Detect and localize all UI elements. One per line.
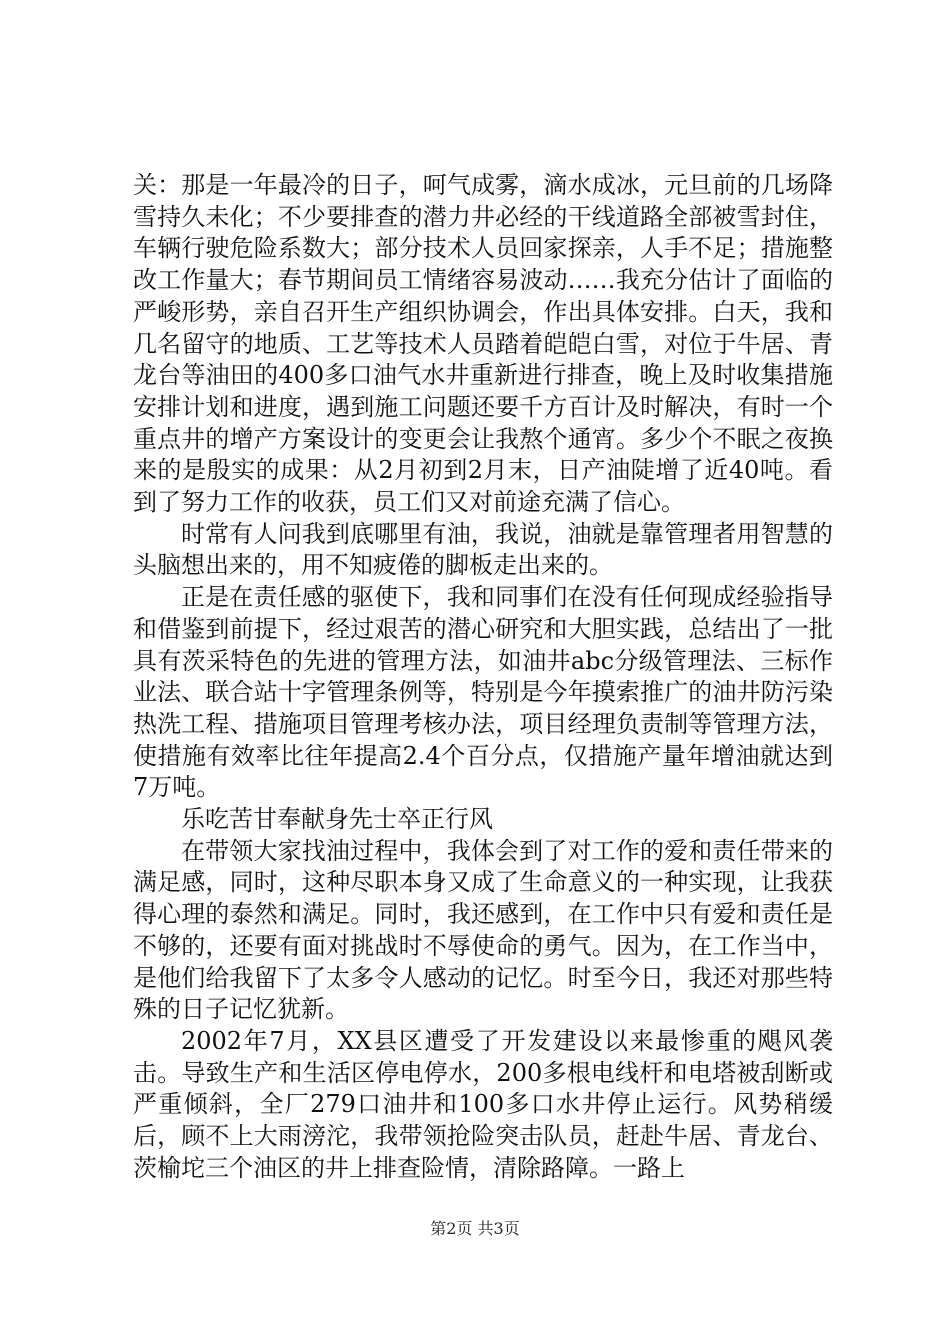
page-number-footer: 第2页 共3页 xyxy=(430,1219,520,1238)
paragraph-1: 关：那是一年最冷的日子，呵气成雾，滴水成冰，元旦前的几场降雪持久未化；不少要排查的潜力井必经的干线道路全部被雪封住，车辆行驶危险系数大；部分技术人员回家探亲，人手不足；措施整改工作量大；春节期间员工情绪容易波动……我充分估计了面临的严峻形势，亲自召开生产组织协调会，作出具体安排。白天，我和几名留守的地质、工艺等技术人员踏着皑皑白雪，对位于牛居、青龙台等油田的400多口油气水井重新进行排查，晚上及时收集措施安排计划和进度，遇到施工问题还要千方百计及时解决，有时一个重点井的增产方案设计的变更会让我熬个通宵。多少个不眠之夜换来的是殷实的成果：从2月初到2月末，日产油陡增了近40吨。看到了努力工作的收获，员工们又对前途充满了信心。 xyxy=(133,171,833,517)
paragraph-4: 在带领大家找油过程中，我体会到了对工作的爱和责任带来的满足感，同时，这种尽职本身又成了生命意义的一种实现，让我获得心理的泰然和满足。同时，我还感到，在工作中只有爱和责任是不够的，还要有面对挑战时不辱使命的勇气。因为，在工作当中，是他们给我留下了太多令人感动的记忆。时至今日，我还对那些特殊的日子记忆犹新。 xyxy=(133,836,833,1024)
document-body xyxy=(133,170,833,1185)
paragraph-2: 时常有人问我到底哪里有油，我说，油就是靠管理者用智慧的头脑想出来的，用不知疲倦的脚板走出来的。 xyxy=(133,519,833,580)
paragraph-5: 2002年7月，XX县区遭受了开发建设以来最惨重的飓风袭击。导致生产和生活区停电停水，200多根电线杆和电塔被刮断或严重倾斜，全厂279口油井和100多口水井停止运行。风势稍缓后，顾不上大雨滂沱，我带领抢险突击队员，赶赴牛居、青龙台、茨榆坨三个油区的井上排查险情，清除路障。一路上 xyxy=(133,1026,833,1182)
paragraph-3: 正是在责任感的驱使下，我和同事们在没有任何现成经验指导和借鉴到前提下，经过艰苦的潜心研究和大胆实践，总结出了一批具有茨采特色的先进的管理方法，如油井abc分级管理法、三标作业法、联合站十字管理条例等，特别是今年摸索推广的油井防污染热洗工程、措施项目管理考核办法，项目经理负责制等管理方法，使措施有效率比往年提高2.4个百分点，仅措施产量年增油就达到7万吨。 xyxy=(133,583,833,802)
section-heading: 乐吃苦甘奉献身先士卒正行风 xyxy=(181,805,493,834)
